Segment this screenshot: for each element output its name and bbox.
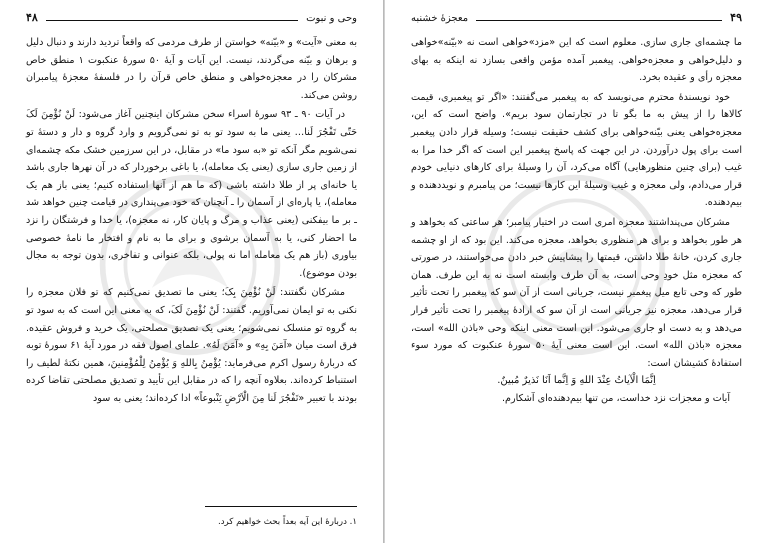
paragraph: خود نویسندهٔ محترم می‌نویسد که به پیغمبر می‌گفتند: «اگر تو پیغمبری، قیمت کالاها را از پیش به ما بگو تا در تجارتمان سود بریم». واضح است که این، معجزه‌خواهی یعنی بیّنه‌خواهی برای کشف حقیقت نیست؛ وسیله قرار دادن پیغمبر است برای پول درآوردن. در این جهت که پاسخ پیغمبر این است که اگر خدا مرا به غیب (برای چنین منظورهایی) آگاه می‌کرد، آن را وسیلهٔ برای کارهای دنیایی خودم قرار می‌دادم، ولی معجزه و غیب وسیلهٔ این کارها نیست؛ من پیامبرم و نویددهنده و بیم‌دهنده. <box>411 91 742 209</box>
header-rule <box>46 20 298 21</box>
right-page <box>384 0 768 543</box>
right-page-body <box>411 34 742 407</box>
left-page-header <box>26 10 357 24</box>
left-page-body <box>26 34 357 407</box>
right-page-header <box>411 10 742 24</box>
header-rule <box>476 20 722 21</box>
right-page-title: معجزهٔ خشنبه <box>411 13 469 24</box>
footnote: ۱. دربارهٔ این آیه بعداً بحث خواهیم کرد. <box>217 517 357 527</box>
right-page-number: ۴۹ <box>730 11 742 24</box>
paragraph: به معنی «آیت» و «بیّنه» خواستن از طرف مردمی که واقعاً تردید دارند و دنبال دلیل و برهان و بیّنه می‌گردند، نیست. این آیات و آیهٔ ۵۰ سورهٔ عنکبوت ۱ منطق خاص مشرکان را در معجزه‌خواهی و منطق خاص قرآن را در فلسفهٔ معجزهٔ پیامبران روشن می‌کند. <box>26 37 358 101</box>
footnote-rule <box>205 506 357 507</box>
paragraph: در آیات ۹۰ ـ ۹۳ سورهٔ اسراء سخن مشرکان اینچنین آغاز می‌شود: لَنْ نُؤْمِنَ لَکَ حَتّی تَفْجُرَ لَنا… یعنی ما به سود تو به تو نمی‌گرویم و وارد گروه و دار و دستهٔ تو نمی‌شویم مگر آنکه تو «به سود ما» در مقابل، در این سرزمین خشک مکه چشمه‌ای از زمین جاری سازی (یعنی یک معامله)، یا باغی برخوردار که در آن نهرها جاری باشد یا خانه‌ای پر از طلا داشته باشی (که ما هم از آنها استفاده کنیم؛ یعنی باز هم یک معامله)، یا پاره‌ای از آسمان را ـ آنچنان که خود می‌پنداری در قیامت چنین خواهد شد ـ بر ما بیفکنی (یعنی عذاب و مرگ و پایان کار، نه معجزه)، یا خدا و فرشتگان را نزد ما احضار کنی، یا به آسمان برشوی و برای ما به نام و افتخار ما نامهٔ خصوصی بیاوری (باز هم یک معامله اما نه پولی، بلکه عنوانی و تفاخری، بدون توجه به مجال بودن موضوع). <box>26 109 357 279</box>
left-page-number: ۴۸ <box>26 11 38 24</box>
verse-translation: آیات و معجزات نزد خداست، من تنها بیم‌دهنده‌ای آشکارم. <box>501 392 730 404</box>
paragraph: مشرکان می‌پنداشتند معجزه امری است در اختیار پیامبر؛ هر ساعتی که بخواهد و هر طور بخواهد و برای هر منظوری بخواهد، معجزه می‌کند. این بود که از او چشمه جاری کردن، خانهٔ طلا داشتن، قیمتها را پیشاپیش خبر دادن می‌خواستند، در صورتی که معجزه مثل خودِ وحی است، به آن طرف وابسته است نه به این طرف. همان طور که وحی تابع میل پیغمبر نیست، جریانی است از آن سو که پیغمبر را تحت تأثیر قرار می‌دهد، معجزه نیز جریانی است از آن سو که ارادهٔ پیغمبر را تحت تأثیر قرار می‌دهد و به دست او جاری می‌شود. این است معنی اینکه وحی «باذن الله» است، معجزه «باذن الله» است. این است معنی آیهٔ ۵۰ سورهٔ عنکبوت که مورد سوء استفادهٔ کشیشان است: <box>411 216 743 369</box>
paragraph: ما چشمه‌ای جاری سازی. معلوم است که این «مزد»خواهی است نه «بیّنه»خواهی و دلیل‌خواهی و معجزه‌خواهی. پیغمبر آمده مؤمن واقعی بسازد نه اینکه به بهای معجزه رأی و عقیده بخرد. <box>411 37 742 84</box>
quran-verse: اِنَّمَا الْآیاتُ عِنْدَ اللهِ وَ اِنَّما اَنَا نَذیرٌ مُبینٌ. <box>497 375 656 387</box>
left-page-title: وحی و نبوت <box>306 13 357 24</box>
paragraph: مشرکان نگفتند: لَنْ نُؤْمِنَ بِکَ؛ یعنی ما تصدیق نمی‌کنیم که تو فلان معجزه را نکنی به تو ایمان نمی‌آوریم. گفتند: لَنْ نُؤْمِنَ لَکَ، که به معنی این است که به سود تو به گروه تو منسلک نمی‌شویم؛ یعنی یک تصدیق مصلحتی، یک خرید و فروش عقیده. فرق است میان «آمَنَ بِهِ» و «آمَنَ لَهُ». علمای اصول فقه در مورد آیهٔ ۶۱ سورهٔ توبه که دربارهٔ رسول اکرم می‌فرماید: یُؤْمِنُ بِاللهِ وَ یُؤْمِنُ لِلْمُؤْمِنینَ، همین نکتهٔ لطیف را استنباط کرده‌اند. بعلاوه آنچه را که در مقابل این تأیید و تصدیق مصلحتی تقاضا کرده بودند با تعبیر «تَفْجُرَ لَنا مِنَ الْاَرْضِ یَنْبوعاً» ادا کرده‌اند؛ یعنی به سود <box>26 287 357 404</box>
